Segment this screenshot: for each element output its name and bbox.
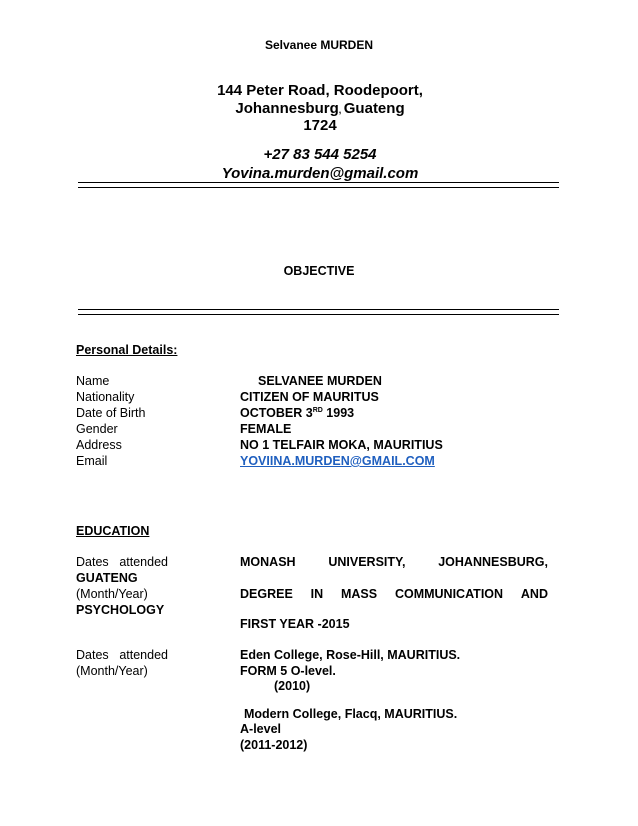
objective-divider (78, 309, 559, 315)
edu1-attended-word: attended (119, 555, 168, 569)
header-email: Yovina.murden@gmail.com (221, 165, 419, 182)
edu1-l2-w1: DEGREE (240, 587, 293, 601)
nationality-value: CITIZEN OF MAURITUS (240, 390, 379, 404)
edu2-line2: FORM 5 O-level. (240, 664, 336, 678)
name-value: SELVANEE MURDEN (258, 374, 382, 388)
email-link[interactable]: YOVIINA.MURDEN@GMAIL.COM (240, 454, 435, 468)
edu1-l1-w1: MONASH (240, 555, 296, 569)
dob-value-main: OCTOBER 3 (240, 406, 313, 420)
edu1-l2-w2: IN (310, 587, 324, 601)
phone-number: +27 83 544 5254 (263, 146, 377, 163)
edu2-dates-word: Dates (76, 648, 109, 662)
address-province: Guateng (343, 100, 405, 117)
edu1-l2-w3: MASS (340, 587, 378, 601)
dob-value-year: 1993 (322, 406, 355, 420)
edu1-line1 (240, 555, 548, 569)
name-label: Name (76, 374, 110, 388)
header-divider (78, 182, 559, 188)
edu1-line3: FIRST YEAR -2015 (240, 617, 350, 631)
personal-details-heading: Personal Details: (76, 343, 178, 357)
edu1-l1-w3: JOHANNESBURG, (438, 555, 548, 569)
nationality-label: Nationality (76, 390, 135, 404)
gender-label: Gender (76, 422, 118, 436)
edu2-line1: Eden College, Rose-Hill, MAURITIUS. (240, 648, 461, 662)
address-value: NO 1 TELFAIR MOKA, MAURITIUS (240, 438, 443, 452)
education-heading: EDUCATION (76, 524, 150, 538)
address-city: Johannesburg (235, 100, 339, 117)
dob-value-suffix: RD (312, 406, 323, 414)
objective-heading: OBJECTIVE (283, 264, 355, 278)
edu2-month-year: (Month/Year) (76, 664, 148, 678)
address-label: Address (76, 438, 122, 452)
edu2-dates-label (76, 648, 168, 662)
address-line-2: Johannesburg, Guateng (235, 100, 405, 117)
edu2-line6: (2011-2012) (240, 738, 308, 752)
address-postcode: 1724 (303, 117, 337, 134)
edu1-line2 (240, 587, 548, 601)
edu1-dates-word: Dates (76, 555, 109, 569)
dob-label: Date of Birth (76, 406, 146, 420)
edu2-line3: (2010) (274, 679, 311, 693)
edu1-guateng: GUATENG (76, 571, 138, 585)
dob-value (240, 406, 354, 420)
gender-value: FEMALE (240, 422, 292, 436)
edu1-dates-label (76, 555, 168, 569)
edu2-line4: Modern College, Flacq, MAURITIUS. (244, 707, 458, 721)
edu1-l2-w4: COMMUNICATION (394, 587, 504, 601)
edu1-l2-w5: AND (520, 587, 548, 601)
edu2-attended-word: attended (119, 648, 168, 662)
email-label: Email (76, 454, 108, 468)
resume-name: Selvanee MURDEN (264, 38, 374, 52)
edu1-month-year: (Month/Year) (76, 587, 148, 601)
edu1-psychology: PSYCHOLOGY (76, 603, 165, 617)
address-line-1: 144 Peter Road, Roodepoort, (217, 82, 423, 99)
edu1-l1-w2: UNIVERSITY, (328, 555, 406, 569)
edu2-line5: A-level (240, 722, 281, 736)
